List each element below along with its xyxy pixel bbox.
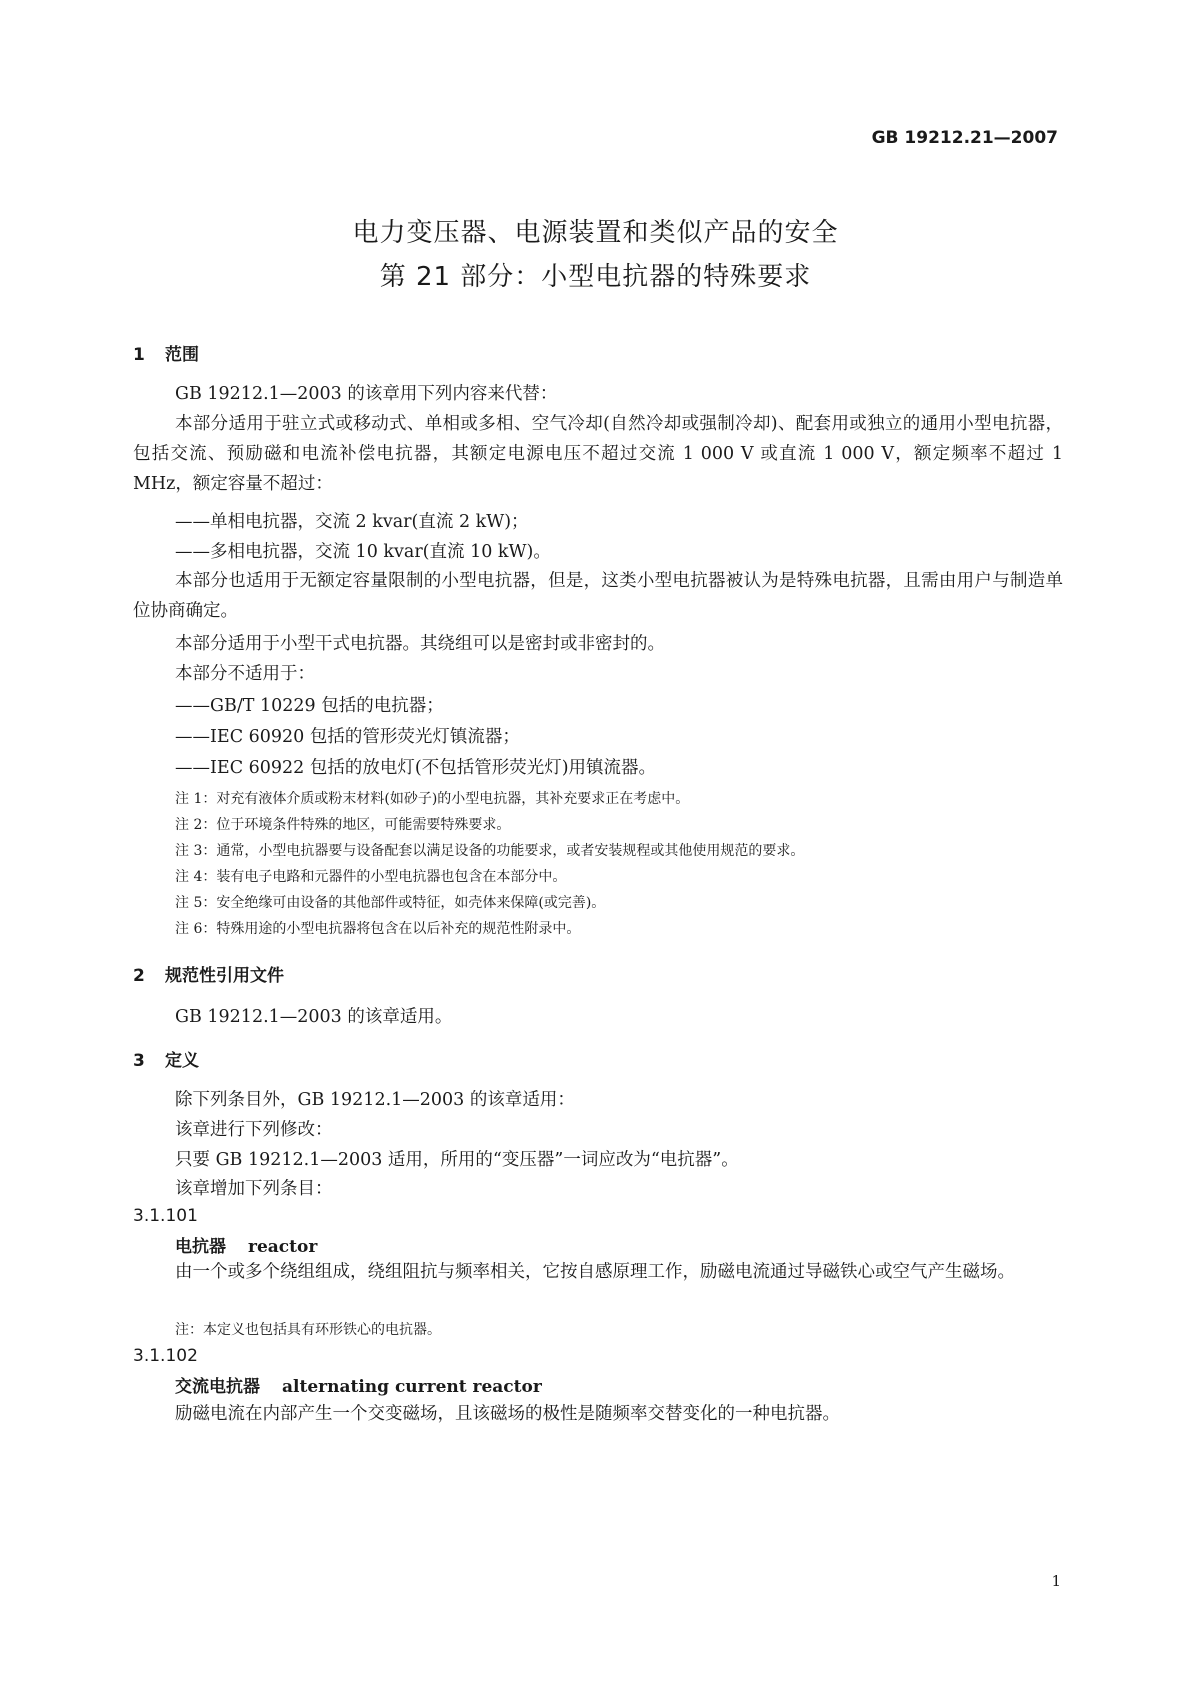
term-heading: [175, 1232, 317, 1257]
section-number: 2: [133, 966, 145, 986]
paragraph: 本部分适用于小型干式电抗器。其绕组可以是密封或非密封的。: [175, 634, 665, 654]
section-title: 定义: [165, 1051, 199, 1071]
clause-number: 3.1.101: [133, 1206, 198, 1226]
term-english: reactor: [248, 1237, 318, 1257]
title-line-2: 第 21 部分：小型电抗器的特殊要求: [379, 262, 812, 292]
definition-note: 注：本定义也包括具有环形铁心的电抗器。: [175, 1322, 441, 1338]
page-number: 1: [1051, 1572, 1061, 1590]
term-heading: [175, 1372, 542, 1397]
term-chinese: 交流电抗器: [175, 1377, 260, 1397]
note-5: 注 5：安全绝缘可由设备的其他部件或特征，如壳体来保障(或完善)。: [175, 895, 606, 911]
dash-item: ——GB/T 10229 包括的电抗器；: [175, 696, 444, 716]
dash-item: ——单相电抗器，交流 2 kvar(直流 2 kW)；: [175, 512, 529, 532]
section-number: 3: [133, 1051, 145, 1071]
definition: 励磁电流在内部产生一个交变磁场，且该磁场的极性是随频率交替变化的一种电抗器。: [175, 1404, 840, 1424]
section-title: 规范性引用文件: [165, 966, 284, 986]
definition: 由一个或多个绕组组成，绕组阻抗与频率相关，它按自感原理工作，励磁电流通过导磁铁心或空气产生磁场。: [175, 1262, 1015, 1282]
paragraph: 除下列条目外，GB 19212.1—2003 的该章适用：: [175, 1090, 575, 1110]
note-2: 注 2：位于环境条件特殊的地区，可能需要特殊要求。: [175, 817, 511, 833]
paragraph-scope: 本部分适用于驻立式或移动式、单相或多相、空气冷却(自然冷却或强制冷却)、配套用或独立的通用小型电抗器，包括交流、预励磁和电流补偿电抗器，其额定电源电压不超过交流 1 000 V 或直流 1 000 V，额定频率不超过 1 MHz，额定容量不超过：: [133, 414, 1063, 494]
paragraph: GB 19212.1—2003 的该章适用。: [175, 1007, 453, 1027]
paragraph: 该章进行下列修改：: [175, 1120, 333, 1140]
dash-item: ——IEC 60922 包括的放电灯(不包括管形荧光灯)用镇流器。: [175, 758, 657, 778]
document-number: GB 19212.21—2007: [871, 128, 1058, 148]
note-6: 注 6：特殊用途的小型电抗器将包含在以后补充的规范性附录中。: [175, 921, 581, 937]
paragraph: GB 19212.1—2003 的该章用下列内容来代替：: [175, 384, 558, 404]
clause-number: 3.1.102: [133, 1346, 198, 1366]
title-line-1: 电力变压器、电源装置和类似产品的安全: [352, 218, 839, 248]
section-2-heading: [133, 961, 284, 986]
paragraph: 本部分也适用于无额定容量限制的小型电抗器，但是，这类小型电抗器被认为是特殊电抗器，且需由用户与制造单位协商确定。: [133, 571, 1063, 621]
term-chinese: 电抗器: [175, 1237, 226, 1257]
note-1: 注 1：对充有液体介质或粉末材料(如砂子)的小型电抗器，其补充要求正在考虑中。: [175, 791, 690, 807]
dash-item: ——IEC 60920 包括的管形荧光灯镇流器；: [175, 727, 520, 747]
section-title: 范围: [165, 345, 199, 365]
note-4: 注 4：装有电子电路和元器件的小型电抗器也包含在本部分中。: [175, 869, 567, 885]
section-number: 1: [133, 345, 145, 365]
paragraph: 只要 GB 19212.1—2003 适用，所用的“变压器”一词应改为“电抗器”。: [175, 1150, 739, 1170]
dash-item: ——多相电抗器，交流 10 kvar(直流 10 kW)。: [175, 542, 551, 562]
section-3-heading: [133, 1046, 199, 1071]
term-english: alternating current reactor: [282, 1377, 542, 1397]
section-1-heading: [133, 340, 199, 365]
note-3: 注 3：通常，小型电抗器要与设备配套以满足设备的功能要求，或者安装规程或其他使用规范的要求。: [175, 843, 805, 859]
paragraph: 本部分不适用于：: [175, 664, 315, 684]
paragraph: 该章增加下列条目：: [175, 1179, 333, 1199]
